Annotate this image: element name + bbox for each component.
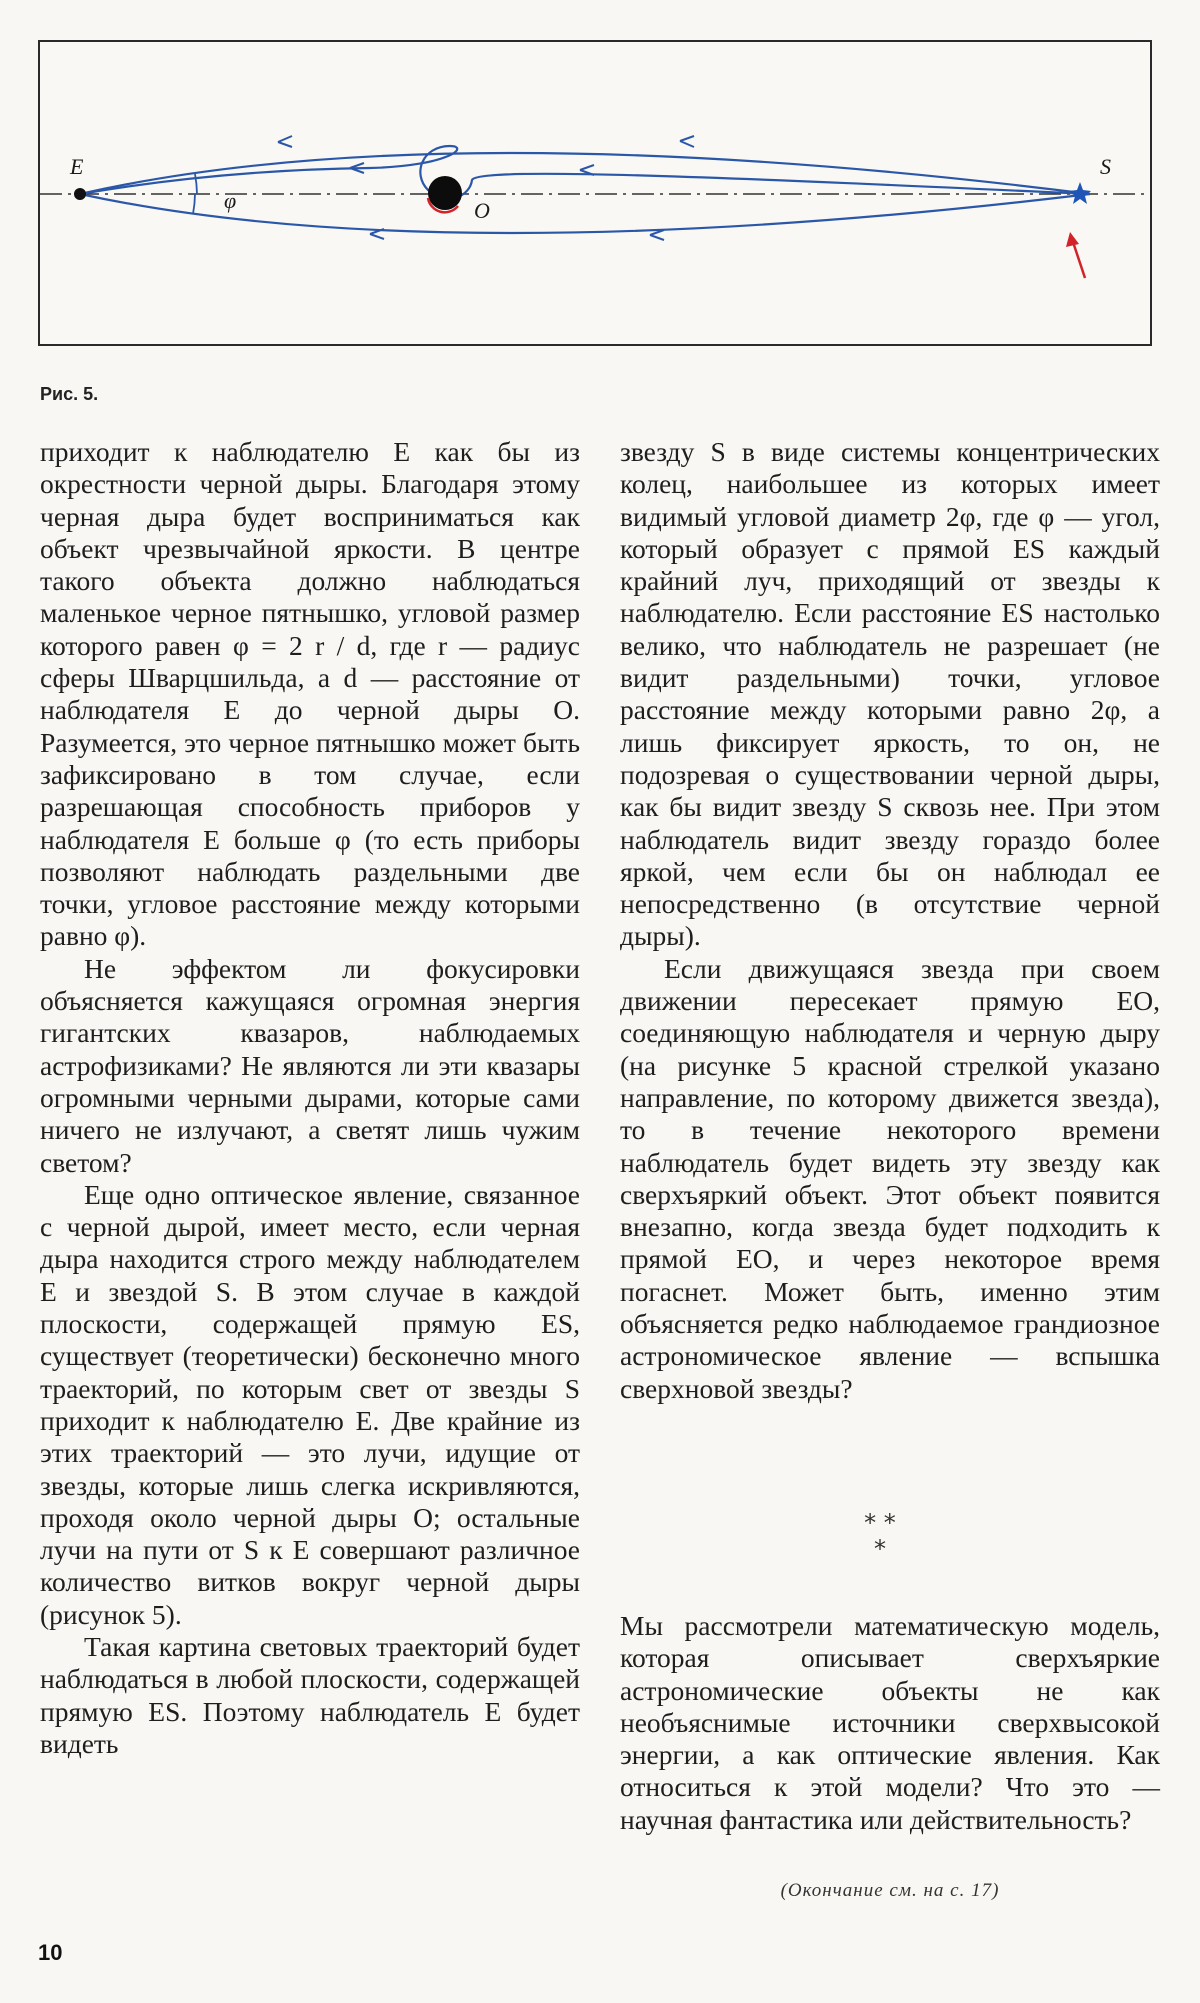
label-phi: φ — [224, 188, 237, 213]
arrow-upper-left — [278, 136, 292, 147]
motion-arrow-head — [1066, 232, 1079, 247]
closing-paragraph-block — [620, 1610, 1160, 1836]
label-S: S — [1100, 154, 1111, 179]
paragraph: Еще одно оптическое явление, связанное с черной дырой, имеет место, если черная дыра находится строго между наблюдателем E и звездой S. В этом случае в каждой плоскости, содержащей прямую ES, существует (теоретически) бесконечно много траекторий, по которым свет от звезды S приходит к наблюдателю E. Две крайние из этих траекторий — это лучи, идущие от звезды, которые лишь слегка искривляются, проходя около черной дыры O; остальные лучи на пути от S к E совершают различное количество витков вокруг черной дыры (рисунок 5). — [40, 1178, 580, 1630]
label-O: O — [474, 198, 490, 223]
paragraph: приходит к наблюдателю E как бы из окрестности черной дыры. Благодаря этому черная дыра будет восприниматься как объект чрезвычайной яркости. В центре такого объекта должно наблюдаться маленькое черное пятнышко, угловой размер которого равен φ = 2 r / d, где r — радиус сферы Шварцшильда, а d — расстояние от наблюдателя E до черной дыры O. Разумеется, это черное пятнышко может быть зафиксировано в том случае, если разрешающая способность приборов у наблюдателя E больше φ (то есть приборы позволяют наблюдать раздельными две точки, угловое расстояние между которыми равно φ). — [40, 436, 580, 952]
section-divider: * * * — [864, 1509, 896, 1563]
continuation-note: (Окончание см. на с. 17) — [780, 1880, 1000, 1901]
angle-phi-arc-lower — [193, 194, 195, 214]
left-column — [40, 436, 580, 1760]
paragraph: Такая картина световых траекторий будет наблюдаться в любой плоскости, содержащей прямую ES. Поэтому наблюдатель E будет видеть — [40, 1630, 580, 1759]
arrow-lower-right — [650, 230, 664, 240]
paragraph: Если движущаяся звезда при своем движении пересекает прямую EO, соединяющую наблюдателя и черную дыру (на рисунке 5 красной стрелкой указано направление, по которому движется звезда), то в течение некоторого времени наблюдатель будет видеть эту звезду как сверхъяркий объект. Этот объект появится внезапно, когда звезда будет подходить к прямой EO, и через некоторое время погаснет. Может быть, именно этим объясняется редко наблюдаемое грандиозное астрономическое явление — вспышка сверхновой звезды? — [620, 952, 1160, 1404]
paragraph: звезду S в виде системы концентрических колец, наибольшее из которых имеет видимый угловой диаметр 2φ, где φ — угол, который образует с прямой ES каждый крайний луч, приходящий от звезды к наблюдателю. Если расстояние ES настолько велико, что наблюдатель не разрешает (не видит раздельными) точки, угловое расстояние между которыми равно 2φ, а лишь фиксирует яркость, то он, не подозревая о существовании черной дыры, как бы видит звезду S сквозь нее. При этом наблюдатель видит звезду гораздо более яркой, чем если бы он наблюдал ее непосредственно (в отсутствие черной дыры). — [620, 436, 1160, 952]
motion-arrow — [1073, 242, 1085, 278]
page-number: 10 — [38, 1940, 63, 1965]
arrow-upper-right — [680, 136, 694, 147]
label-E: E — [70, 154, 84, 179]
observer-point — [74, 188, 86, 200]
figure-caption: Рис. 5. — [40, 384, 99, 404]
paragraph: Не эффектом ли фокусировки объясняется кажущаяся огромная энергия гигантских квазаров, наблюдаемых астрофизиками? Не являются ли эти квазары огромными черными дырами, которые сами ничего не излучают, а светят лишь чужим светом? — [40, 952, 580, 1178]
closing-paragraph: Мы рассмотрели математическую модель, которая описывает сверхъяркие астрономические объекты не как необъяснимые источники сверхвысокой энергии, а как оптические явления. Как относиться к этой модели? Что это — научная фантастика или действительность? — [620, 1610, 1160, 1835]
figure-5-diagram — [38, 40, 1152, 346]
ray-diagram — [40, 42, 1150, 344]
right-column — [620, 436, 1160, 1405]
star-icon — [1069, 182, 1091, 204]
black-hole — [428, 176, 462, 210]
